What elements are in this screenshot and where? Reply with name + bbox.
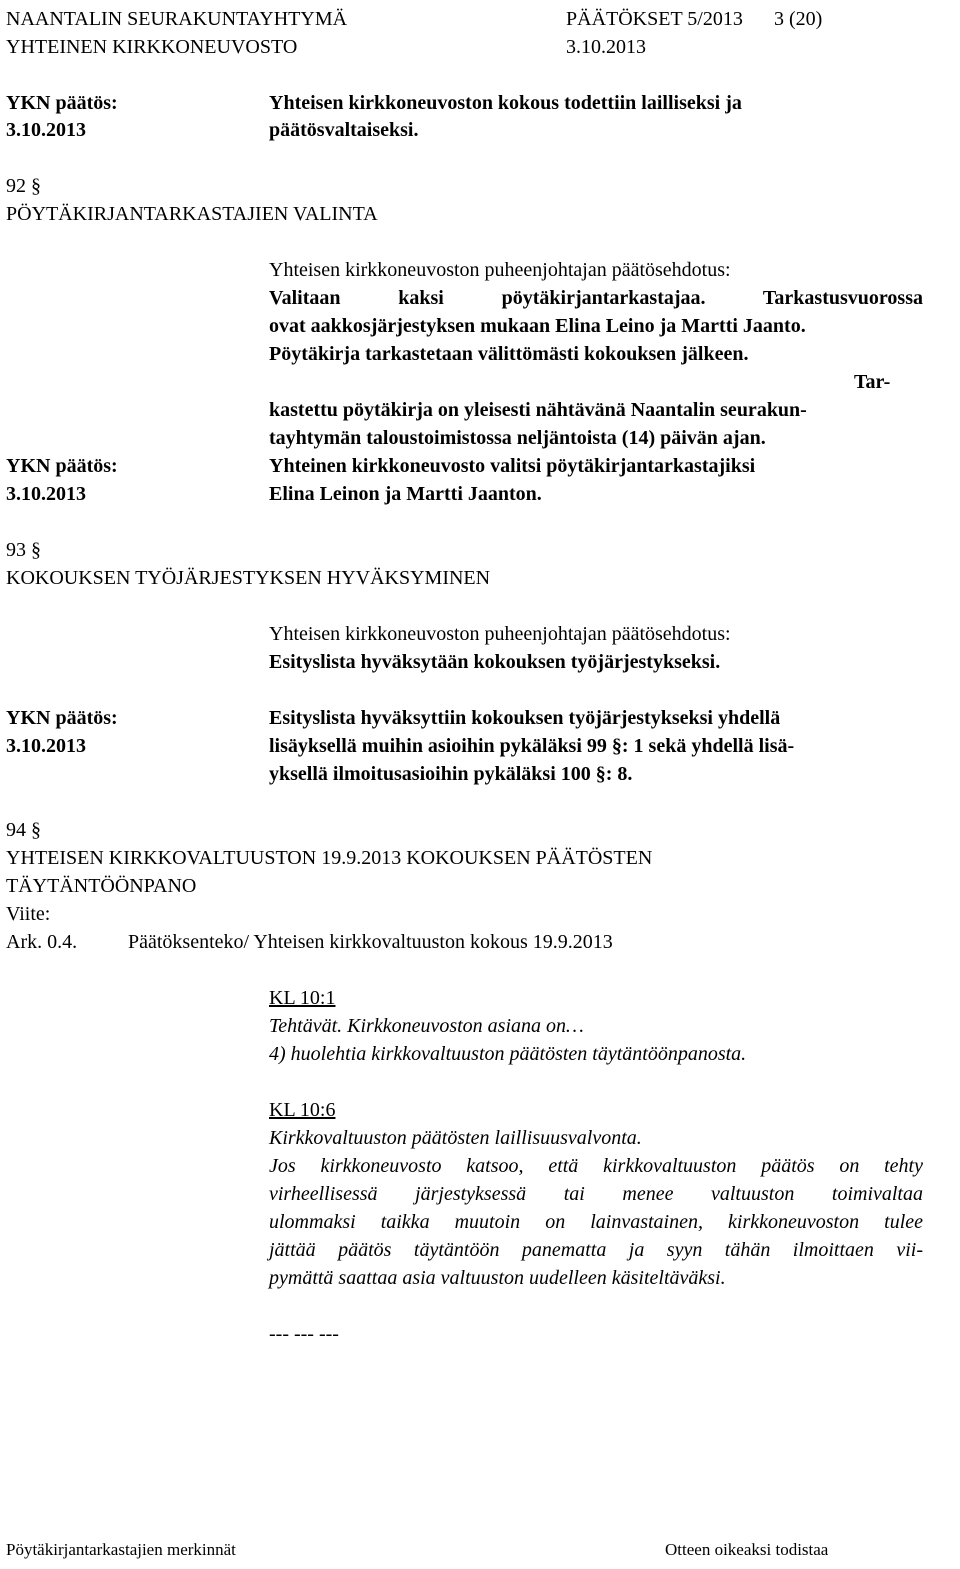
section-93-decision-line-1: Esityslista hyväksyttiin kokouksen työjärjestykseksi yhdellä: [269, 707, 781, 729]
header-doc: PÄÄTÖKSET 5/2013: [566, 8, 743, 30]
section-92-proposal-line-1: Valitaan kaksi pöytäkirjantarkastajaa. Tarkastusvuorossa: [269, 287, 923, 309]
law-kl-10-6-line-1: Kirkkovaltuuston päätösten laillisuusvalvonta.: [269, 1127, 642, 1149]
section-93-decision-date: 3.10.2013: [6, 735, 86, 757]
section-94-title-line-2: TÄYTÄNTÖÖNPANO: [6, 875, 197, 897]
section-92-proposal-label: Yhteisen kirkkoneuvoston puheenjohtajan päätösehdotus:: [269, 259, 731, 281]
header-org: NAANTALIN SEURAKUNTAYHTYMÄ: [6, 8, 348, 30]
footer-certification: Otteen oikeaksi todistaa: [665, 1540, 829, 1559]
section-93-decision-line-3: yksellä ilmoitusasioihin pykäläksi 100 §: 8.: [269, 763, 633, 785]
intro-decision-line-1: Yhteisen kirkkoneuvoston kokous todettiin lailliseksi ja: [269, 92, 742, 114]
section-94-ref-code: Ark. 0.4.: [6, 931, 78, 953]
section-92-decision-line-2: Elina Leinon ja Martti Jaanton.: [269, 483, 542, 505]
section-94-ref-label: Viite:: [6, 903, 51, 925]
law-kl-10-1-line-2: 4) huolehtia kirkkovaltuuston päätösten täytäntöönpanosta.: [269, 1043, 747, 1065]
section-93-proposal-label: Yhteisen kirkkoneuvoston puheenjohtajan päätösehdotus:: [269, 623, 731, 645]
section-94-number: 94 §: [6, 819, 41, 841]
section-93-decision-label: YKN päätös:: [6, 707, 118, 729]
law-kl-10-6-line-4: ulommaksi taikka muutoin on lainvastainen, kirkkoneuvoston tulee: [269, 1211, 923, 1233]
law-kl-10-6-line-5: jättää päätös täytäntöön panematta ja syyn tähän ilmoittaen vii-: [269, 1239, 923, 1261]
section-92-proposal-line-4: kastettu pöytäkirja on yleisesti nähtävänä Naantalin seurakun-: [269, 399, 807, 421]
section-92-proposal-hyphen: Tar-: [854, 371, 891, 393]
section-92-decision-date: 3.10.2013: [6, 483, 86, 505]
law-kl-10-1-line-1: Tehtävät. Kirkkoneuvoston asiana on…: [269, 1015, 584, 1037]
section-92-number: 92 §: [6, 175, 41, 197]
footer-reviewers-note: Pöytäkirjantarkastajien merkinnät: [6, 1540, 236, 1559]
section-93-title: KOKOUKSEN TYÖJÄRJESTYKSEN HYVÄKSYMINEN: [6, 567, 491, 589]
section-93-proposal: Esityslista hyväksytään kokouksen työjärjestykseksi.: [269, 651, 721, 673]
law-kl-10-6-line-6: pymättä saattaa asia valtuuston uudelleen käsiteltäväksi.: [269, 1267, 726, 1289]
section-93-number: 93 §: [6, 539, 41, 561]
law-kl-10-1-title: KL 10:1: [269, 987, 336, 1009]
section-92-decision-label: YKN päätös:: [6, 455, 118, 477]
section-94-title-line-1: YHTEISEN KIRKKOVALTUUSTON 19.9.2013 KOKOUKSEN PÄÄTÖSTEN: [6, 847, 653, 869]
intro-decision-label: YKN päätös:: [6, 92, 118, 114]
header-body: YHTEINEN KIRKKONEUVOSTO: [6, 36, 298, 58]
law-kl-10-6-line-3: virheellisessä järjestyksessä tai menee valtuuston toimivaltaa: [269, 1183, 923, 1205]
section-94-ref-text: Päätöksenteko/ Yhteisen kirkkovaltuuston kokous 19.9.2013: [128, 931, 613, 953]
law-kl-10-6-line-2: Jos kirkkoneuvosto katsoo, että kirkkovaltuuston päätös on tehty: [269, 1155, 923, 1177]
intro-decision-line-2: päätösvaltaiseksi.: [269, 119, 419, 141]
header-page: 3 (20): [774, 8, 823, 30]
section-separator: --- --- ---: [269, 1323, 339, 1345]
section-92-decision-line-1: Yhteinen kirkkoneuvosto valitsi pöytäkirjantarkastajiksi: [269, 455, 756, 477]
section-93-decision-line-2: lisäyksellä muihin asioihin pykäläksi 99 §: 1 sekä yhdellä lisä-: [269, 735, 795, 757]
section-92-proposal-line-2: ovat aakkosjärjestyksen mukaan Elina Leino ja Martti Jaanto.: [269, 315, 806, 337]
section-92-title: PÖYTÄKIRJANTARKASTAJIEN VALINTA: [6, 203, 378, 225]
section-92-proposal-line-3: Pöytäkirja tarkastetaan välittömästi kokouksen jälkeen.: [269, 343, 749, 365]
header-date: 3.10.2013: [566, 36, 646, 58]
intro-decision-date: 3.10.2013: [6, 119, 86, 141]
law-kl-10-6-title: KL 10:6: [269, 1099, 336, 1121]
section-92-proposal-line-5: tayhtymän taloustoimistossa neljäntoista (14) päivän ajan.: [269, 427, 766, 449]
